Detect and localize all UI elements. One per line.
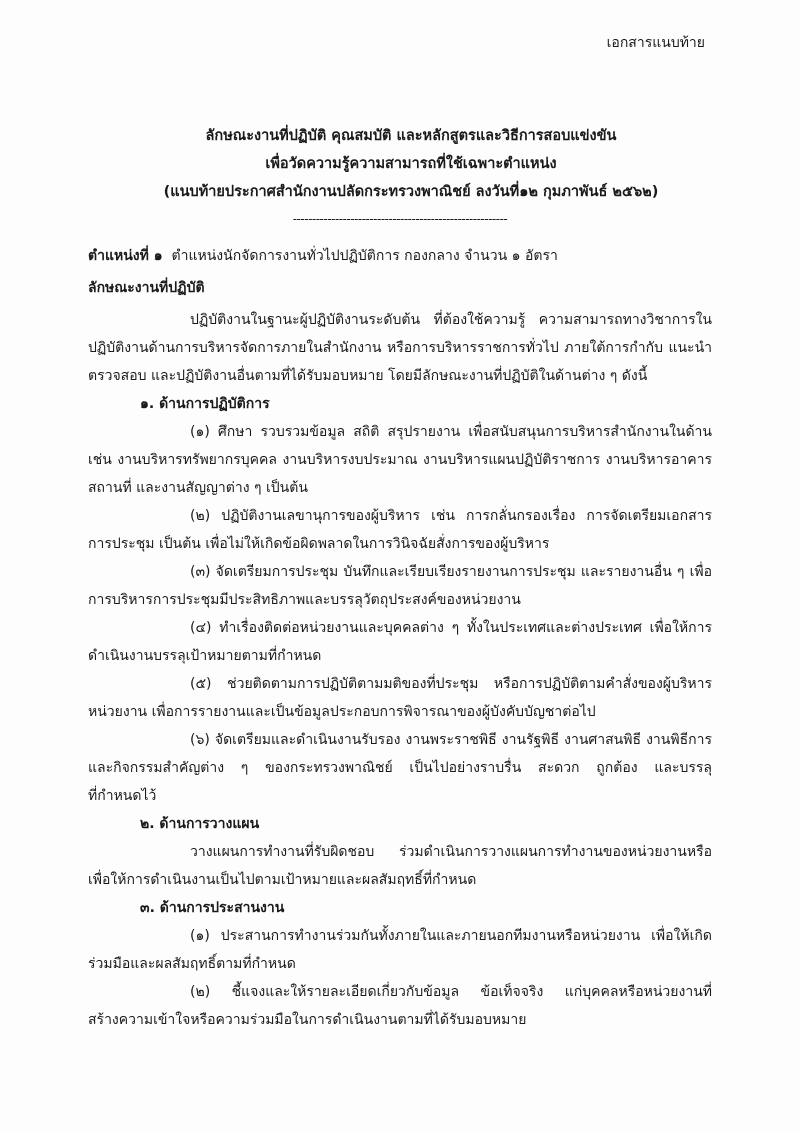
paragraph-line: (๔) ทำเรื่องติดต่อหน่วยงานและบุคคลต่าง ๆ ทั้งในประเทศและต่างประเทศ เพื่อให้การ	[190, 620, 712, 636]
intro-line: ตรวจสอบ และปฏิบัติงานอื่นตามที่ได้รับมอบหมาย โดยมีลักษณะงานที่ปฏิบัติในด้านต่าง ๆ ดังนี้	[88, 368, 648, 384]
document-body	[88, 242, 712, 1034]
paragraph-line: (๖) จัดเตรียมและดำเนินงานรับรอง งานพระราชพิธี งานรัฐพิธี งานศาสนพิธี งานพิธีการ	[190, 732, 712, 748]
section-heading: ๓. ด้านการประสานงาน	[140, 900, 285, 916]
paragraph-line: (๑) ประสานการทำงานร่วมกันทั้งภายในและภายนอกทีมงานหรือหน่วยงาน เพื่อให้เกิด	[190, 928, 712, 944]
document-title-line-3: (แนบท้ายประกาศสำนักงานปลัดกระทรวงพาณิชย์ ลงวันที่๑๒ กุมภาพันธ์ ๒๕๖๒)	[163, 184, 659, 200]
intro-line: ปฏิบัติงานด้านการบริหารจัดการภายในสำนักงาน หรือการบริหารราชการทั่วไป ภายใต้การกำกับ แนะนำ	[88, 340, 712, 356]
position-label: ตำแหน่งที่ ๑	[88, 248, 163, 264]
paragraph-line: ที่กำหนดไว้	[88, 788, 157, 804]
duties-heading: ลักษณะงานที่ปฏิบัติ	[88, 280, 205, 296]
section-heading: ๒. ด้านการวางแผน	[140, 816, 260, 832]
paragraph-line: ดำเนินงานบรรลุเป้าหมายตามที่กำหนด	[88, 648, 322, 664]
position-text: ตำแหน่งนักจัดการงานทั่วไปปฏิบัติการ กองกลาง จำนวน ๑ อัตรา	[171, 248, 558, 264]
paragraph-line: (๓) จัดเตรียมการประชุม บันทึกและเรียบเรียงรายงานการประชุม และรายงานอื่น ๆ เพื่อ	[190, 564, 712, 580]
paragraph-line: และกิจกรรมสำคัญต่าง ๆ ของกระทรวงพาณิชย์ เป็นไปอย่างราบรื่น สะดวก ถูกต้อง และบรรลุ	[88, 760, 712, 776]
divider-line: --------------------------------------------------------	[292, 212, 508, 226]
document-title-line-2: เพื่อวัดความรู้ความสามารถที่ใช้เฉพาะตำแหน่ง	[265, 156, 557, 172]
document-title-line-1: ลักษณะงานที่ปฏิบัติ คุณสมบัติ และหลักสูตรและวิธีการสอบแข่งขัน	[205, 128, 617, 144]
paragraph-line: สถานที่ และงานสัญญาต่าง ๆ เป็นต้น	[88, 480, 308, 496]
paragraph-line: ร่วมมือและผลสัมฤทธิ์ตามที่กำหนด	[88, 956, 296, 972]
section-heading: ๑. ด้านการปฏิบัติการ	[140, 396, 270, 412]
paragraph-line: การบริหารการประชุมมีประสิทธิภาพและบรรลุวัตถุประสงค์ของหน่วยงาน	[88, 592, 521, 608]
position-line	[88, 242, 712, 270]
paragraph-line: การประชุม เป็นต้น เพื่อไม่ให้เกิดข้อผิดพลาดในการวินิจฉัยสั่งการของผู้บริหาร	[88, 536, 550, 552]
intro-line: ปฏิบัติงานในฐานะผู้ปฏิบัติงานระดับต้น ที่ต้องใช้ความรู้ ความสามารถทางวิชาการใน	[190, 312, 712, 328]
paragraph-line: สร้างความเข้าใจหรือความร่วมมือในการดำเนินงานตามที่ได้รับมอบหมาย	[88, 1012, 527, 1028]
attachment-note: เอกสารแนบท้าย	[606, 35, 705, 51]
paragraph-line: (๒) ชี้แจงและให้รายละเอียดเกี่ยวกับข้อมูล ข้อเท็จจริง แก่บุคคลหรือหน่วยงานที่	[190, 984, 712, 1000]
paragraph-line: เช่น งานบริหารทรัพยากรบุคคล งานบริหารงบประมาณ งานบริหารแผนปฏิบัติราชการ งานบริหารอาคาร	[88, 452, 712, 468]
paragraph-line: เพื่อให้การดำเนินงานเป็นไปตามเป้าหมายและผลสัมฤทธิ์ที่กำหนด	[88, 872, 477, 888]
paragraph-line: (๕) ช่วยติดตามการปฏิบัติตามมติของที่ประชุม หรือการปฏิบัติตามคำสั่งของผู้บริหาร	[190, 676, 712, 692]
paragraph-line: (๒) ปฏิบัติงานเลขานุการของผู้บริหาร เช่น การกลั่นกรองเรื่อง การจัดเตรียมเอกสาร	[190, 508, 712, 524]
paragraph-line: หน่วยงาน เพื่อการรายงานและเป็นข้อมูลประกอบการพิจารณาของผู้บังคับบัญชาต่อไป	[88, 704, 596, 720]
paragraph-line: วางแผนการทำงานที่รับผิดชอบ ร่วมดำเนินการวางแผนการทำงานของหน่วยงานหรือ	[190, 844, 712, 860]
paragraph-line: (๑) ศึกษา รวบรวมข้อมูล สถิติ สรุปรายงาน เพื่อสนับสนุนการบริหารสำนักงานในด้าน	[190, 424, 712, 440]
